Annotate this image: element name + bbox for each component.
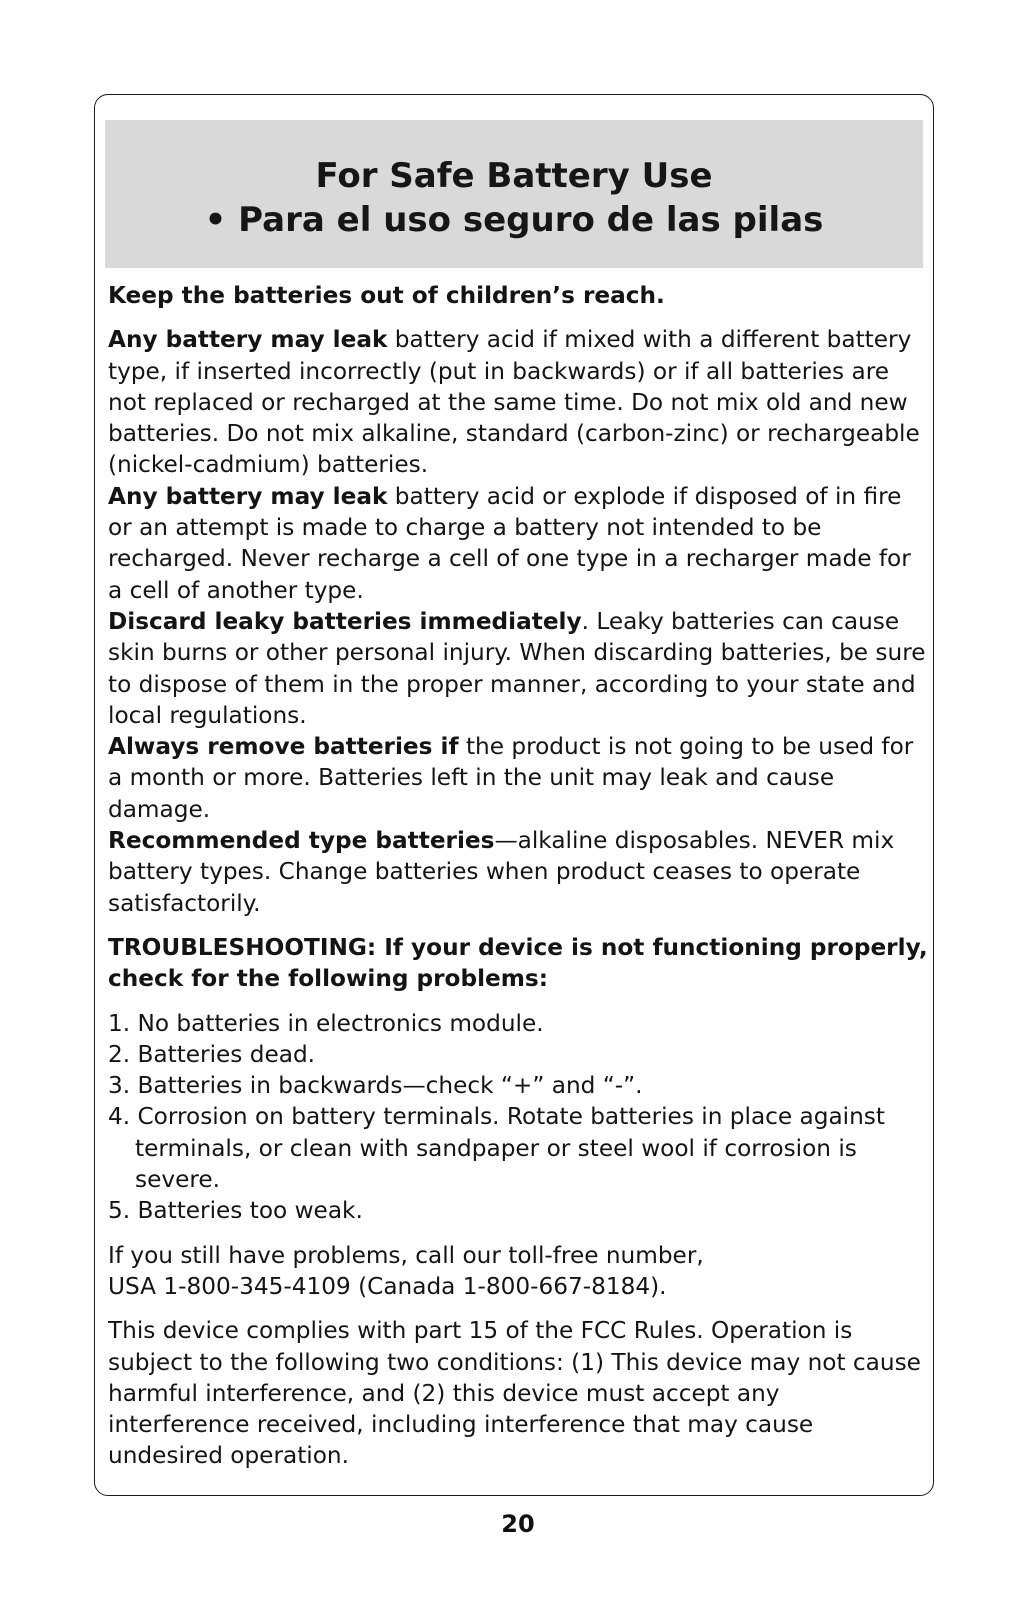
paragraph-mixed-leak: [108, 324, 928, 480]
paragraph-lead: Always remove batteries if: [108, 733, 459, 761]
list-item: 4. Corrosion on battery terminals. Rotate batteries in place against terminals, or clean with sandpaper or steel wool if corrosion is severe.: [108, 1103, 885, 1194]
paragraph-body: . Leaky batteries can cause skin burns or other personal injury. When discarding batteries, be sure to dispose of them in the proper manner, according to your state and local regulations.: [108, 607, 926, 729]
paragraph-body: the product is not going to be used for a month or more. Batteries left in the unit may leak and cause damage.: [108, 733, 914, 823]
list-item: 5. Batteries too weak.: [108, 1197, 363, 1225]
paragraph-body: —alkaline disposables. NEVER mix battery types. Change batteries when product ceases to operate satisfactorily.: [108, 827, 895, 917]
contact-phone-line: USA 1-800-345-4109 (Canada 1-800-667-8184).: [108, 1272, 667, 1300]
paragraph-fire-leak: [108, 481, 928, 606]
intro-text: Keep the batteries out of children’s reach.: [108, 282, 665, 309]
paragraph-lead: Discard leaky batteries immediately: [108, 607, 582, 635]
paragraph-recommended: [108, 825, 928, 919]
paragraph-lead: Any battery may leak: [108, 326, 388, 354]
contact-info: [108, 1240, 928, 1303]
fcc-statement: This device complies with part 15 of the FCC Rules. Operation is subject to the following two conditions: (1) This device may not cause harmful interference, and (2) this device must accept any interference received, including interference that may cause undesired operation.: [108, 1317, 921, 1470]
list-item: 2. Batteries dead.: [108, 1040, 316, 1068]
paragraph-remove: [108, 731, 928, 825]
title-banner: [105, 120, 923, 268]
paragraph-discard: [108, 606, 928, 731]
title-english: For Safe Battery Use: [315, 156, 713, 196]
paragraph-lead: Recommended type batteries: [108, 827, 495, 855]
paragraph-lead: Any battery may leak: [108, 482, 388, 510]
contact-line-1: If you still have problems, call our toll-free number,: [108, 1241, 704, 1269]
list-item: 3. Batteries in backwards—check “+” and “-”.: [108, 1072, 643, 1100]
troubleshooting-heading-text: TROUBLESHOOTING: If your device is not functioning properly, check for the following problems:: [108, 933, 928, 993]
paragraph-body: battery acid if mixed with a different battery type, if inserted incorrectly (put in backwards) or if all batteries are not replaced or recharged at the same time. Do not mix old and new batteries. Do not mix alkaline, standard (carbon-zinc) or rechargeable (nickel-cadmium) batteries.: [108, 326, 920, 479]
troubleshooting-list: [108, 1008, 928, 1227]
battery-safety-content: [108, 280, 928, 1472]
list-item: 1. No batteries in electronics module.: [108, 1009, 544, 1037]
page-number: 20: [501, 1510, 535, 1538]
title-spanish: • Para el uso seguro de las pilas: [204, 200, 824, 240]
troubleshooting-heading: [108, 932, 928, 995]
intro-warning: [108, 280, 928, 311]
paragraph-body: battery acid or explode if disposed of in fire or an attempt is made to charge a battery not intended to be recharged. Never recharge a cell of one type in a recharger made for a cell of another type.: [108, 482, 911, 604]
